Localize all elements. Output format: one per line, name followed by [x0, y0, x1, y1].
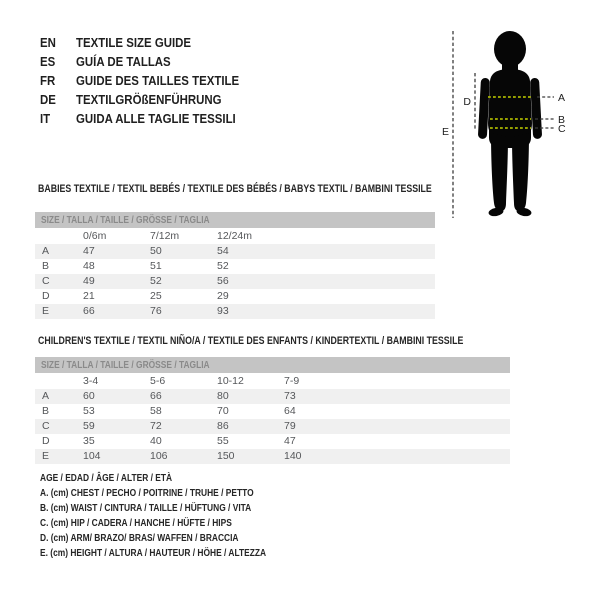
row-label: A — [42, 245, 50, 257]
legend-item-chest: A. (cm) CHEST / PECHO / POITRINE / TRUHE / PETTO — [40, 487, 254, 499]
table-row — [35, 404, 510, 419]
language-label: TEXTILGRÖßENFÜHRUNG — [76, 92, 222, 107]
language-label: GUIDE DES TAILLES TEXTILE — [76, 73, 240, 88]
figure-label-c: C — [558, 123, 566, 135]
row-label: A — [42, 390, 50, 402]
legend-item-arm: D. (cm) ARM/ BRAZO/ BRAS/ WAFFEN / BRACCIA — [40, 532, 239, 544]
cell-value: 60 — [83, 390, 95, 402]
column-header-row — [35, 373, 510, 389]
language-row — [40, 33, 261, 52]
cell-value: 64 — [284, 405, 296, 417]
table-row — [35, 304, 435, 319]
cell-value: 140 — [284, 450, 302, 462]
cell-value: 47 — [284, 435, 296, 447]
babies-section-title: BABIES TEXTILE / TEXTIL BEBÉS / TEXTILE DES BÉBÉS / BABYS TEXTIL / BAMBINI TESSILE — [38, 183, 432, 195]
size-header-bar: SIZE / TALLA / TAILLE / GRÖSSE / TAGLIA — [35, 357, 510, 373]
cell-value: 70 — [217, 405, 229, 417]
cell-value: 52 — [217, 260, 229, 272]
cell-value: 56 — [217, 275, 229, 287]
row-label: B — [42, 260, 50, 272]
column-header: 5-6 — [150, 375, 166, 387]
column-header: 0/6m — [83, 230, 107, 242]
cell-value: 53 — [83, 405, 95, 417]
cell-value: 48 — [83, 260, 95, 272]
legend-item-height: E. (cm) HEIGHT / ALTURA / HAUTEUR / HÖHE / ALTEZZA — [40, 547, 267, 559]
cell-value: 150 — [217, 450, 235, 462]
table-row — [35, 289, 435, 304]
language-code: IT — [40, 111, 51, 126]
children-size-table — [35, 357, 510, 464]
row-label: D — [42, 435, 50, 447]
cell-value: 40 — [150, 435, 162, 447]
cell-value: 54 — [217, 245, 229, 257]
column-header: 3-4 — [83, 375, 99, 387]
cell-value: 104 — [83, 450, 101, 462]
table-row — [35, 244, 435, 259]
cell-value: 93 — [217, 305, 229, 317]
cell-value: 86 — [217, 420, 229, 432]
language-code: EN — [40, 35, 56, 50]
children-section-title: CHILDREN'S TEXTILE / TEXTIL NIÑO/A / TEXTILE DES ENFANTS / KINDERTEXTIL / BAMBINI TESSILE — [38, 335, 464, 347]
row-label: D — [42, 290, 50, 302]
figure-label-a: A — [558, 92, 566, 104]
row-label: B — [42, 405, 50, 417]
row-label: E — [42, 450, 50, 462]
language-code: ES — [40, 54, 56, 69]
table-row — [35, 274, 435, 289]
cell-value: 79 — [284, 420, 296, 432]
row-label: E — [42, 305, 50, 317]
table-row — [35, 389, 510, 404]
column-header: 12/24m — [217, 230, 253, 242]
cell-value: 73 — [284, 390, 296, 402]
cell-value: 66 — [83, 305, 95, 317]
cell-value: 80 — [217, 390, 229, 402]
language-label: GUÍA DE TALLAS — [76, 54, 171, 69]
cell-value: 25 — [150, 290, 162, 302]
cell-value: 72 — [150, 420, 162, 432]
language-row — [40, 52, 261, 71]
legend-age-line: AGE / EDAD / ÂGE / ALTER / ETÀ — [40, 472, 173, 484]
table-row — [35, 449, 510, 464]
row-label: C — [42, 275, 50, 287]
row-label: C — [42, 420, 50, 432]
cell-value: 106 — [150, 450, 168, 462]
cell-value: 21 — [83, 290, 95, 302]
language-row — [40, 71, 261, 90]
cell-value: 51 — [150, 260, 162, 272]
measurement-legend — [40, 471, 323, 561]
column-header: 7-9 — [284, 375, 300, 387]
size-header-bar: SIZE / TALLA / TAILLE / GRÖSSE / TAGLIA — [35, 212, 435, 228]
table-row — [35, 259, 435, 274]
figure-label-b: B — [558, 114, 566, 126]
table-row — [35, 434, 510, 449]
figure-label-e: E — [441, 126, 449, 138]
cell-value: 50 — [150, 245, 162, 257]
column-header: 10-12 — [217, 375, 244, 387]
cell-value: 35 — [83, 435, 95, 447]
language-code: DE — [40, 92, 56, 107]
cell-value: 66 — [150, 390, 162, 402]
legend-item-hip: C. (cm) HIP / CADERA / HANCHE / HÜFTE / HIPS — [40, 517, 232, 529]
cell-value: 29 — [217, 290, 229, 302]
language-label: GUIDA ALLE TAGLIE TESSILI — [76, 111, 236, 126]
language-code: FR — [40, 73, 56, 88]
cell-value: 59 — [83, 420, 95, 432]
language-row — [40, 109, 261, 128]
cell-value: 49 — [83, 275, 95, 287]
babies-size-table — [35, 212, 435, 319]
column-header: 7/12m — [150, 230, 180, 242]
language-title-list — [40, 33, 261, 128]
cell-value: 58 — [150, 405, 162, 417]
figure-label-d: D — [463, 96, 471, 108]
legend-item-waist: B. (cm) WAIST / CINTURA / TAILLE / HÜFTUNG / VITA — [40, 502, 252, 514]
cell-value: 52 — [150, 275, 162, 287]
cell-value: 55 — [217, 435, 229, 447]
cell-value: 47 — [83, 245, 95, 257]
column-header-row — [35, 228, 435, 244]
table-row — [35, 419, 510, 434]
language-row — [40, 90, 261, 109]
language-label: TEXTILE SIZE GUIDE — [76, 35, 192, 50]
cell-value: 76 — [150, 305, 162, 317]
